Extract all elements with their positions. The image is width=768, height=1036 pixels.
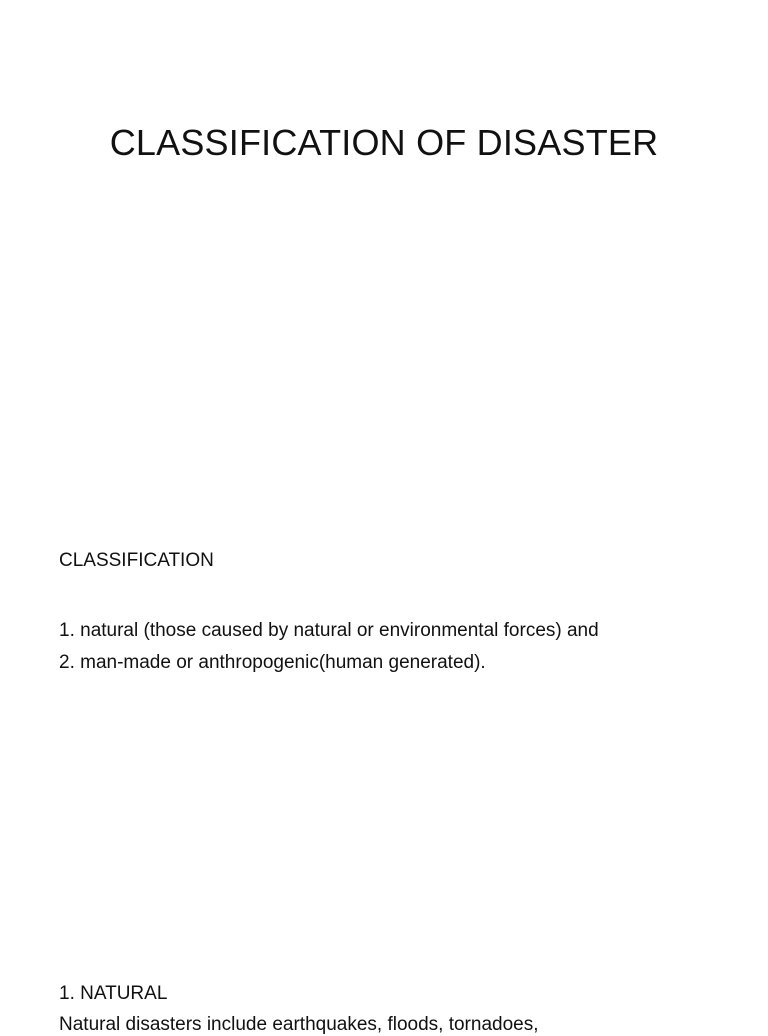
slide-natural (0, 940, 768, 1035)
list-item: 1. natural (those caused by natural or environmental forces) and (59, 620, 599, 641)
slide-title-text: CLASSIFICATION OF DISASTER (109, 122, 659, 163)
classification-list (59, 615, 599, 679)
list-item: 2. man-made or anthropogenic(human generated). (59, 652, 486, 673)
slide-classification (0, 500, 768, 940)
natural-body-text: Natural disasters include earthquakes, floods, tornadoes, (59, 1014, 539, 1035)
classification-heading: CLASSIFICATION (59, 550, 214, 571)
natural-heading: 1. NATURAL (59, 983, 168, 1004)
slide-title (0, 0, 768, 500)
